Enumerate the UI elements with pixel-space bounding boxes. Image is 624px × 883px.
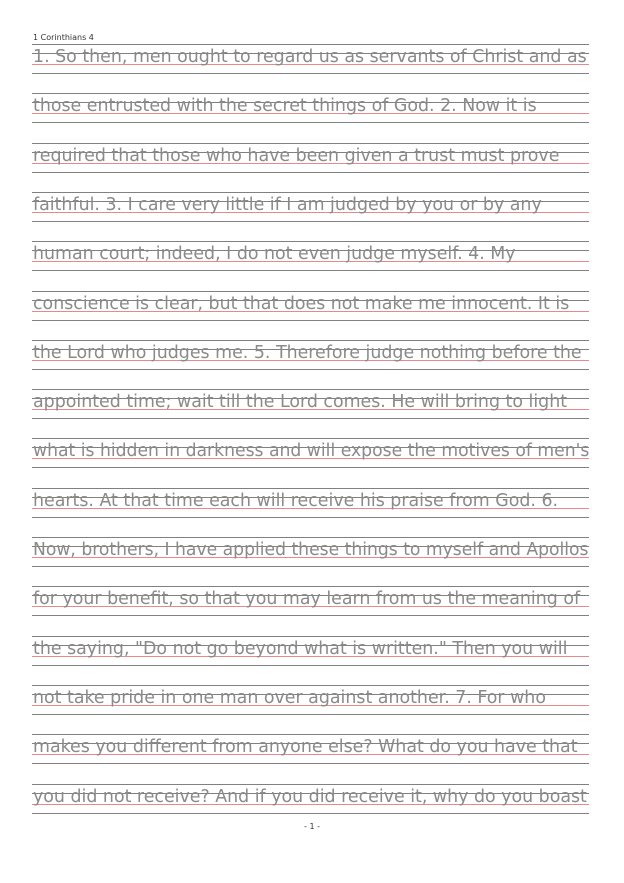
descender-guide-line bbox=[32, 714, 589, 715]
trace-text-line: the Lord who judges me. 5. Therefore judge nothing before the bbox=[33, 342, 582, 363]
trace-text-line: human court; indeed, I do not even judge myself. 4. My bbox=[33, 244, 516, 265]
descender-guide-line bbox=[32, 221, 589, 222]
descender-guide-line bbox=[32, 73, 589, 74]
top-guide-line bbox=[32, 291, 589, 292]
top-guide-line bbox=[32, 438, 589, 439]
practice-row bbox=[32, 488, 589, 518]
descender-guide-line bbox=[32, 665, 589, 666]
trace-text-line: not take pride in one man over against another. 7. For who bbox=[33, 687, 546, 708]
practice-row bbox=[32, 784, 589, 814]
descender-guide-line bbox=[32, 270, 589, 271]
descender-guide-line bbox=[32, 813, 589, 814]
practice-row bbox=[32, 192, 589, 222]
practice-row bbox=[32, 241, 589, 271]
handwriting-lines bbox=[32, 0, 589, 883]
trace-text-line: the saying, "Do not go beyond what is written." Then you will bbox=[33, 638, 568, 659]
trace-text-line: appointed time; wait till the Lord comes. He will bring to light bbox=[33, 392, 568, 413]
top-guide-line bbox=[32, 734, 589, 735]
trace-text-line: hearts. At that time each will receive his praise from God. 6. bbox=[33, 490, 559, 511]
practice-row bbox=[32, 93, 589, 123]
practice-row bbox=[32, 143, 589, 173]
descender-guide-line bbox=[32, 467, 589, 468]
page-number: - 1 - bbox=[304, 822, 320, 831]
top-guide-line bbox=[32, 488, 589, 489]
top-guide-line bbox=[32, 784, 589, 785]
practice-row bbox=[32, 685, 589, 715]
practice-row bbox=[32, 586, 589, 616]
trace-text-line: what is hidden in darkness and will expose the motives of men's bbox=[33, 441, 590, 462]
descender-guide-line bbox=[32, 615, 589, 616]
trace-text-line: 1. So then, men ought to regard us as servants of Christ and as bbox=[33, 47, 587, 67]
top-guide-line bbox=[32, 143, 589, 144]
practice-row bbox=[32, 389, 589, 419]
top-guide-line bbox=[32, 537, 589, 538]
trace-text-line: makes you different from anyone else? What do you have that bbox=[33, 737, 578, 758]
top-guide-line bbox=[32, 636, 589, 637]
trace-text-line: Now, brothers, I have applied these things to myself and Apollos bbox=[33, 540, 589, 560]
practice-row bbox=[32, 636, 589, 666]
top-guide-line bbox=[32, 340, 589, 341]
trace-text-line: required that those who have been given a trust must prove bbox=[33, 145, 560, 166]
descender-guide-line bbox=[32, 418, 589, 419]
trace-text-line: faithful. 3. I care very little if I am judged by you or by any bbox=[33, 194, 542, 215]
practice-row bbox=[32, 734, 589, 764]
top-guide-line bbox=[32, 389, 589, 390]
descender-guide-line bbox=[32, 763, 589, 764]
practice-row bbox=[32, 291, 589, 321]
descender-guide-line bbox=[32, 566, 589, 567]
practice-row bbox=[32, 340, 589, 370]
descender-guide-line bbox=[32, 172, 589, 173]
practice-row bbox=[32, 537, 589, 567]
descender-guide-line bbox=[32, 369, 589, 370]
top-guide-line bbox=[32, 93, 589, 94]
top-guide-line bbox=[32, 241, 589, 242]
descender-guide-line bbox=[32, 122, 589, 123]
trace-text-line: you did not receive? And if you did receive it, why do you boast bbox=[33, 786, 587, 807]
descender-guide-line bbox=[32, 320, 589, 321]
practice-row bbox=[32, 438, 589, 468]
trace-text-line: for your benefit, so that you may learn from us the meaning of bbox=[33, 589, 581, 610]
top-guide-line bbox=[32, 192, 589, 193]
chapter-title: 1 Corinthians 4 bbox=[33, 33, 94, 42]
trace-text-line: conscience is clear, but that does not make me innocent. It is bbox=[33, 293, 570, 314]
trace-text-line: those entrusted with the secret things of God. 2. Now it is bbox=[33, 96, 537, 117]
top-guide-line bbox=[32, 685, 589, 686]
top-guide-line bbox=[32, 586, 589, 587]
descender-guide-line bbox=[32, 517, 589, 518]
practice-row bbox=[32, 44, 589, 74]
top-guide-line bbox=[32, 44, 589, 45]
